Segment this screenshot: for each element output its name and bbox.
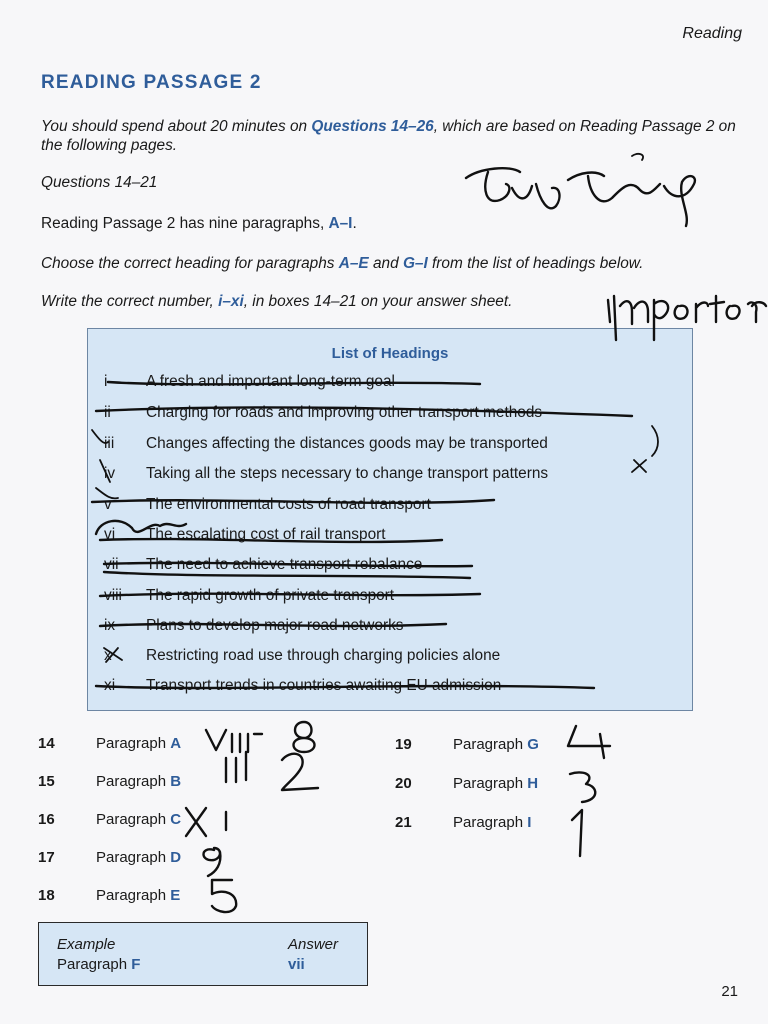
- list-of-headings-box: List of Headings i A fresh and important long-term goal ii Charging for roads and improving other transport methods iii Changes affecting the distances goods may be transported iv Taking all the steps necessary to change transport patterns v The environmental costs of road transport vi The escalating cost of rail transport vii The need to achieve transport rebalance viii The rapid growth of private transport ix Plans to develop major road networks x Restricting road use through charging policies alone xi Transport trends in countries awaiting EU admission: [87, 328, 693, 711]
- example-label: Example: [57, 936, 116, 953]
- answer-label: Answer: [288, 936, 339, 953]
- page-number: 21: [721, 983, 738, 1000]
- textbook-page: Reading READING PASSAGE 2 You should spend about 20 minutes on Questions 14–26, which are based on Reading Passage 2 on the following pages. Questions 14–21 Reading Passage 2 has nine paragraphs, A–I. Choose the correct heading for paragraphs A–E and G–I from the list of headings below. Write the correct number, i–xi, in boxes 14–21 on your answer sheet. List of Headings i A fresh and important long-term goal ii Charging for roads and improving other transport methods iii Changes affecting the distances goods may be transported iv Taking all the steps necessary to change transport patterns v The environmental costs of road transport vi The escalating cost of rail transport vii The need to achieve transport rebalance viii The rapid growth of private transport ix Plans to develop major road networks x Restricting road use through charging policies alone xi Transport trends in countries awaiting EU admission 14 Paragraph A 15 Paragraph B 16 Paragraph C 17 Paragraph D 18 Paragraph E 19 Paragraph G 20 Paragraph H 21 Paragraph I Example Answer Paragraph F vii 21: [0, 0, 768, 1024]
- questions-range-heading: Questions 14–21: [41, 174, 158, 191]
- paragraphs-note: Reading Passage 2 has nine paragraphs, A–I.: [41, 215, 357, 232]
- headings-title: List of Headings: [331, 345, 449, 362]
- write-instruction: Write the correct number, i–xi, in boxes 14–21 on your answer sheet.: [41, 293, 513, 310]
- example-paragraph: Paragraph F: [57, 956, 141, 973]
- questions-range-link: Questions 14–26: [311, 118, 434, 135]
- example-answer: vii: [288, 956, 305, 973]
- choose-instruction: Choose the correct heading for paragraphs A–E and G–I from the list of headings below.: [41, 255, 644, 272]
- intro-text: You should spend about 20 minutes on Questions 14–26, which are based on Reading Passage 2 on the following pages.: [41, 118, 736, 154]
- handwritten-note-top: [466, 154, 695, 226]
- passage-title: READING PASSAGE 2: [41, 72, 262, 93]
- section-label: Reading: [682, 25, 742, 42]
- example-box: [38, 922, 368, 986]
